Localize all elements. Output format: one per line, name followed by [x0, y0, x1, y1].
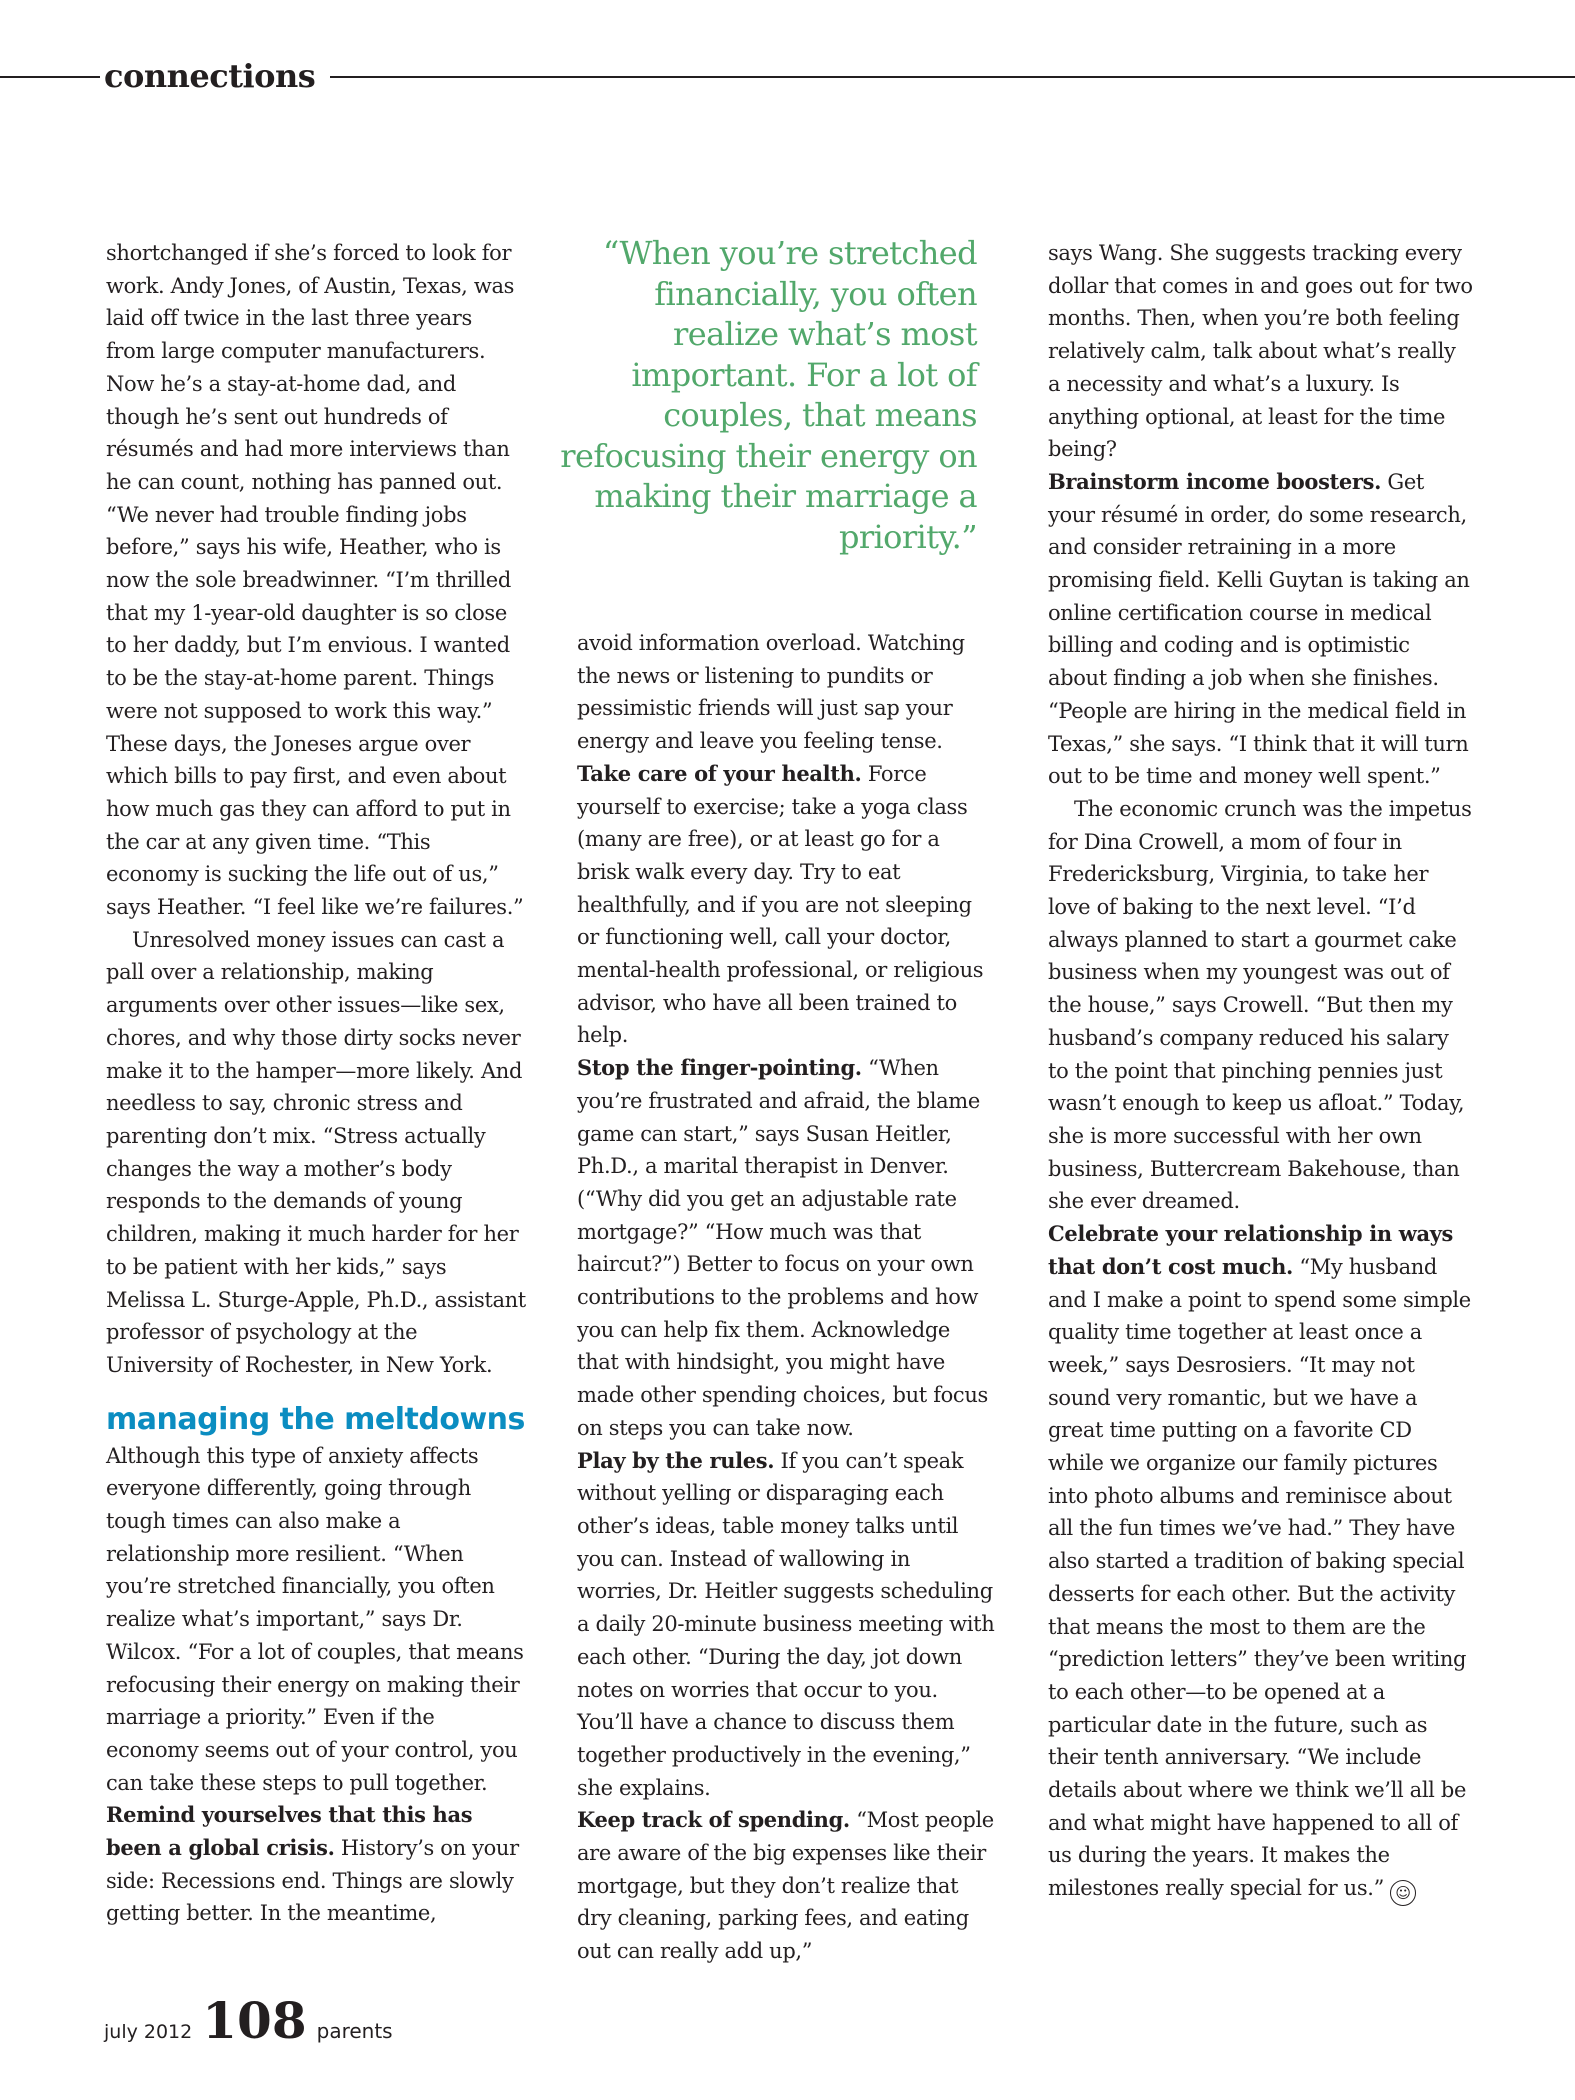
paragraph: avoid information overload. Watching the news or listening to pundits or pessimistic friends will just sap your energy and leave you feeling tense.	[577, 631, 965, 754]
tip-paragraph	[577, 1445, 997, 1805]
tip-body: “Most people are aware of the big expenses like their mortgage, but they don’t realize that dry cleaning, parking fees, and eating out can really add up,”	[577, 1808, 994, 1964]
page-number: 108	[202, 1991, 307, 2050]
tip-body: Get your résumé in order, do some research, and consider retraining in a more promising field. Kelli Guytan is taking an online certification course in medical billing and coding and is optimistic about finding a job when she finishes. “People are hiring in the medical field in Texas,” she says. “I think that it will turn out to be time and money well spent.”	[1048, 469, 1470, 789]
subheading: managing the meltdowns	[106, 1401, 525, 1437]
section-title: connections	[104, 57, 316, 95]
tip-body: History’s on your side: Recessions end. Things are slowly getting better. In the meantime,	[106, 1836, 519, 1926]
paragraph: Unresolved money issues can cast a pall over a relationship, making arguments over other issues—like sex, chores, and why those dirty socks never make it to the hamper—more likely. And needless to say, chronic stress and parenting don’t mix. “Stress actually changes the way a mother’s body responds to the demands of young children, making it much harder for her to be patient with her kids,” says Melissa L. Sturge-Apple, Ph.D., assistant professor of psychology at the University of Rochester, in New York.	[106, 927, 526, 1377]
page-footer	[104, 1991, 393, 2056]
tip-body: “My husband and I make a point to spend some simple quality time together at least once a week,” says Desrosiers. “It may not sound very romantic, but we have a great time putting on a favorite CD while we organize our family pictures into photo albums and reminisce about all the fun times we’ve had.” They have also started a tradition of baking special desserts for each other. But the activity that means the most to them are the “prediction letters” they’ve been writing to each other—to be opened at a particular date in the future, such as their tenth anniversary. “We include details about where we think we’ll all be and what might have happened to all of us during the years. It makes the milestones really special for us.”	[1048, 1254, 1471, 1901]
header-rule-right	[330, 76, 1575, 78]
tip-heading: Brainstorm income boosters.	[1048, 468, 1382, 494]
end-of-article-icon: ☺	[1390, 1880, 1416, 1906]
issue-date: july 2012	[104, 2021, 193, 2043]
article-column-2	[577, 627, 997, 1968]
tip-body: “When you’re frustrated and afraid, the blame game can start,” says Susan Heitler, Ph.D., a marital therapist in Denver. (“Why did you get an adjustable rate mortgage?” “How much was that haircut?”) Better to focus on your own contributions to the problems and how you can help fix them. Acknowledge that with hindsight, you might have made other spending choices, but focus on steps you can take now.	[577, 1056, 988, 1440]
header-rule-left	[0, 76, 100, 78]
tip-paragraph	[577, 758, 997, 1052]
tip-heading: Celebrate your relationship in ways that don’t cost much.	[1048, 1221, 1454, 1279]
tip-body: If you can’t speak without yelling or disparaging each other’s ideas, table money talks until you can. Instead of wallowing in worries, Dr. Heitler suggests scheduling a daily 20-minute business meeting with each other. “During the day, jot down notes on worries that occur to you. You’ll have a chance to discuss them together productively in the evening,” she explains.	[577, 1448, 995, 1800]
paragraph: The economic crunch was the impetus for Dina Crowell, a mom of four in Fredericksburg, Virginia, to take her love of baking to the next level. “I’d always planned to start a gourmet cake business when my youngest was out of the house,” says Crowell. “But then my husband’s company reduced his salary to the point that pinching pennies just wasn’t enough to keep us afloat.” Today, she is more successful with her own business, Buttercream Bakehouse, than she ever dreamed.	[1048, 796, 1472, 1214]
article-column-1	[106, 237, 526, 1930]
tip-paragraph	[106, 1799, 526, 1930]
tip-body: Force yourself to exercise; take a yoga class (many are free), or at least go for a brisk walk every day. Try to eat healthfully, and if you are not sleeping or functioning well, call your doctor, mental-health professional, or religious advisor, who have all been trained to help.	[577, 761, 984, 1048]
tip-paragraph	[577, 1804, 997, 1968]
tip-paragraph	[1048, 1218, 1473, 1906]
magazine-name: parents	[316, 2019, 393, 2043]
tip-heading: Stop the finger-pointing.	[577, 1055, 862, 1081]
paragraph: shortchanged if she’s forced to look for work. Andy Jones, of Austin, Texas, was laid off twice in the last three years from large computer manufacturers. Now he’s a stay-at-home dad, and though he’s sent out hundreds of résumés and had more interviews than he can count, nothing has panned out. “We never had trouble finding jobs before,” says his wife, Heather, who is now the sole breadwinner. “I’m thrilled that my 1-year-old daughter is so close to her daddy, but I’m envious. I wanted to be the stay-at-home parent. Things were not supposed to work this way.” These days, the Joneses argue over which bills to pay first, and even about how much gas they can afford to put in the car at any given time. “This economy is sucking the life out of us,” says Heather. “I feel like we’re failures.”	[106, 241, 524, 920]
paragraph: Although this type of anxiety affects everyone differently, going through tough times can also make a relationship more resilient. “When you’re stretched financially, you often realize what’s important,” says Dr. Wilcox. “For a lot of couples, that means refocusing their energy on making their marriage a priority.” Even if the economy seems out of your control, you can take these steps to pull together.	[106, 1443, 524, 1795]
tip-paragraph	[577, 1052, 997, 1444]
pull-quote: “When you’re stretched financially, you often realize what’s most important. For a lot of couples, that means refocusing their energy on making their marriage a priority.”	[560, 234, 977, 556]
paragraph: says Wang. She suggests tracking every dollar that comes in and goes out for two months. Then, when you’re both feeling relatively calm, talk about what’s really a necessity and what’s a luxury. Is anything optional, at least for the time being?	[1048, 241, 1473, 462]
tip-heading: Play by the rules.	[577, 1447, 775, 1473]
article-column-3	[1048, 237, 1473, 1906]
tip-paragraph	[1048, 466, 1473, 793]
tip-heading: Take care of your health.	[577, 760, 862, 786]
tip-heading: Remind yourselves that this has been a global crisis.	[106, 1802, 473, 1861]
tip-heading: Keep track of spending.	[577, 1807, 850, 1833]
